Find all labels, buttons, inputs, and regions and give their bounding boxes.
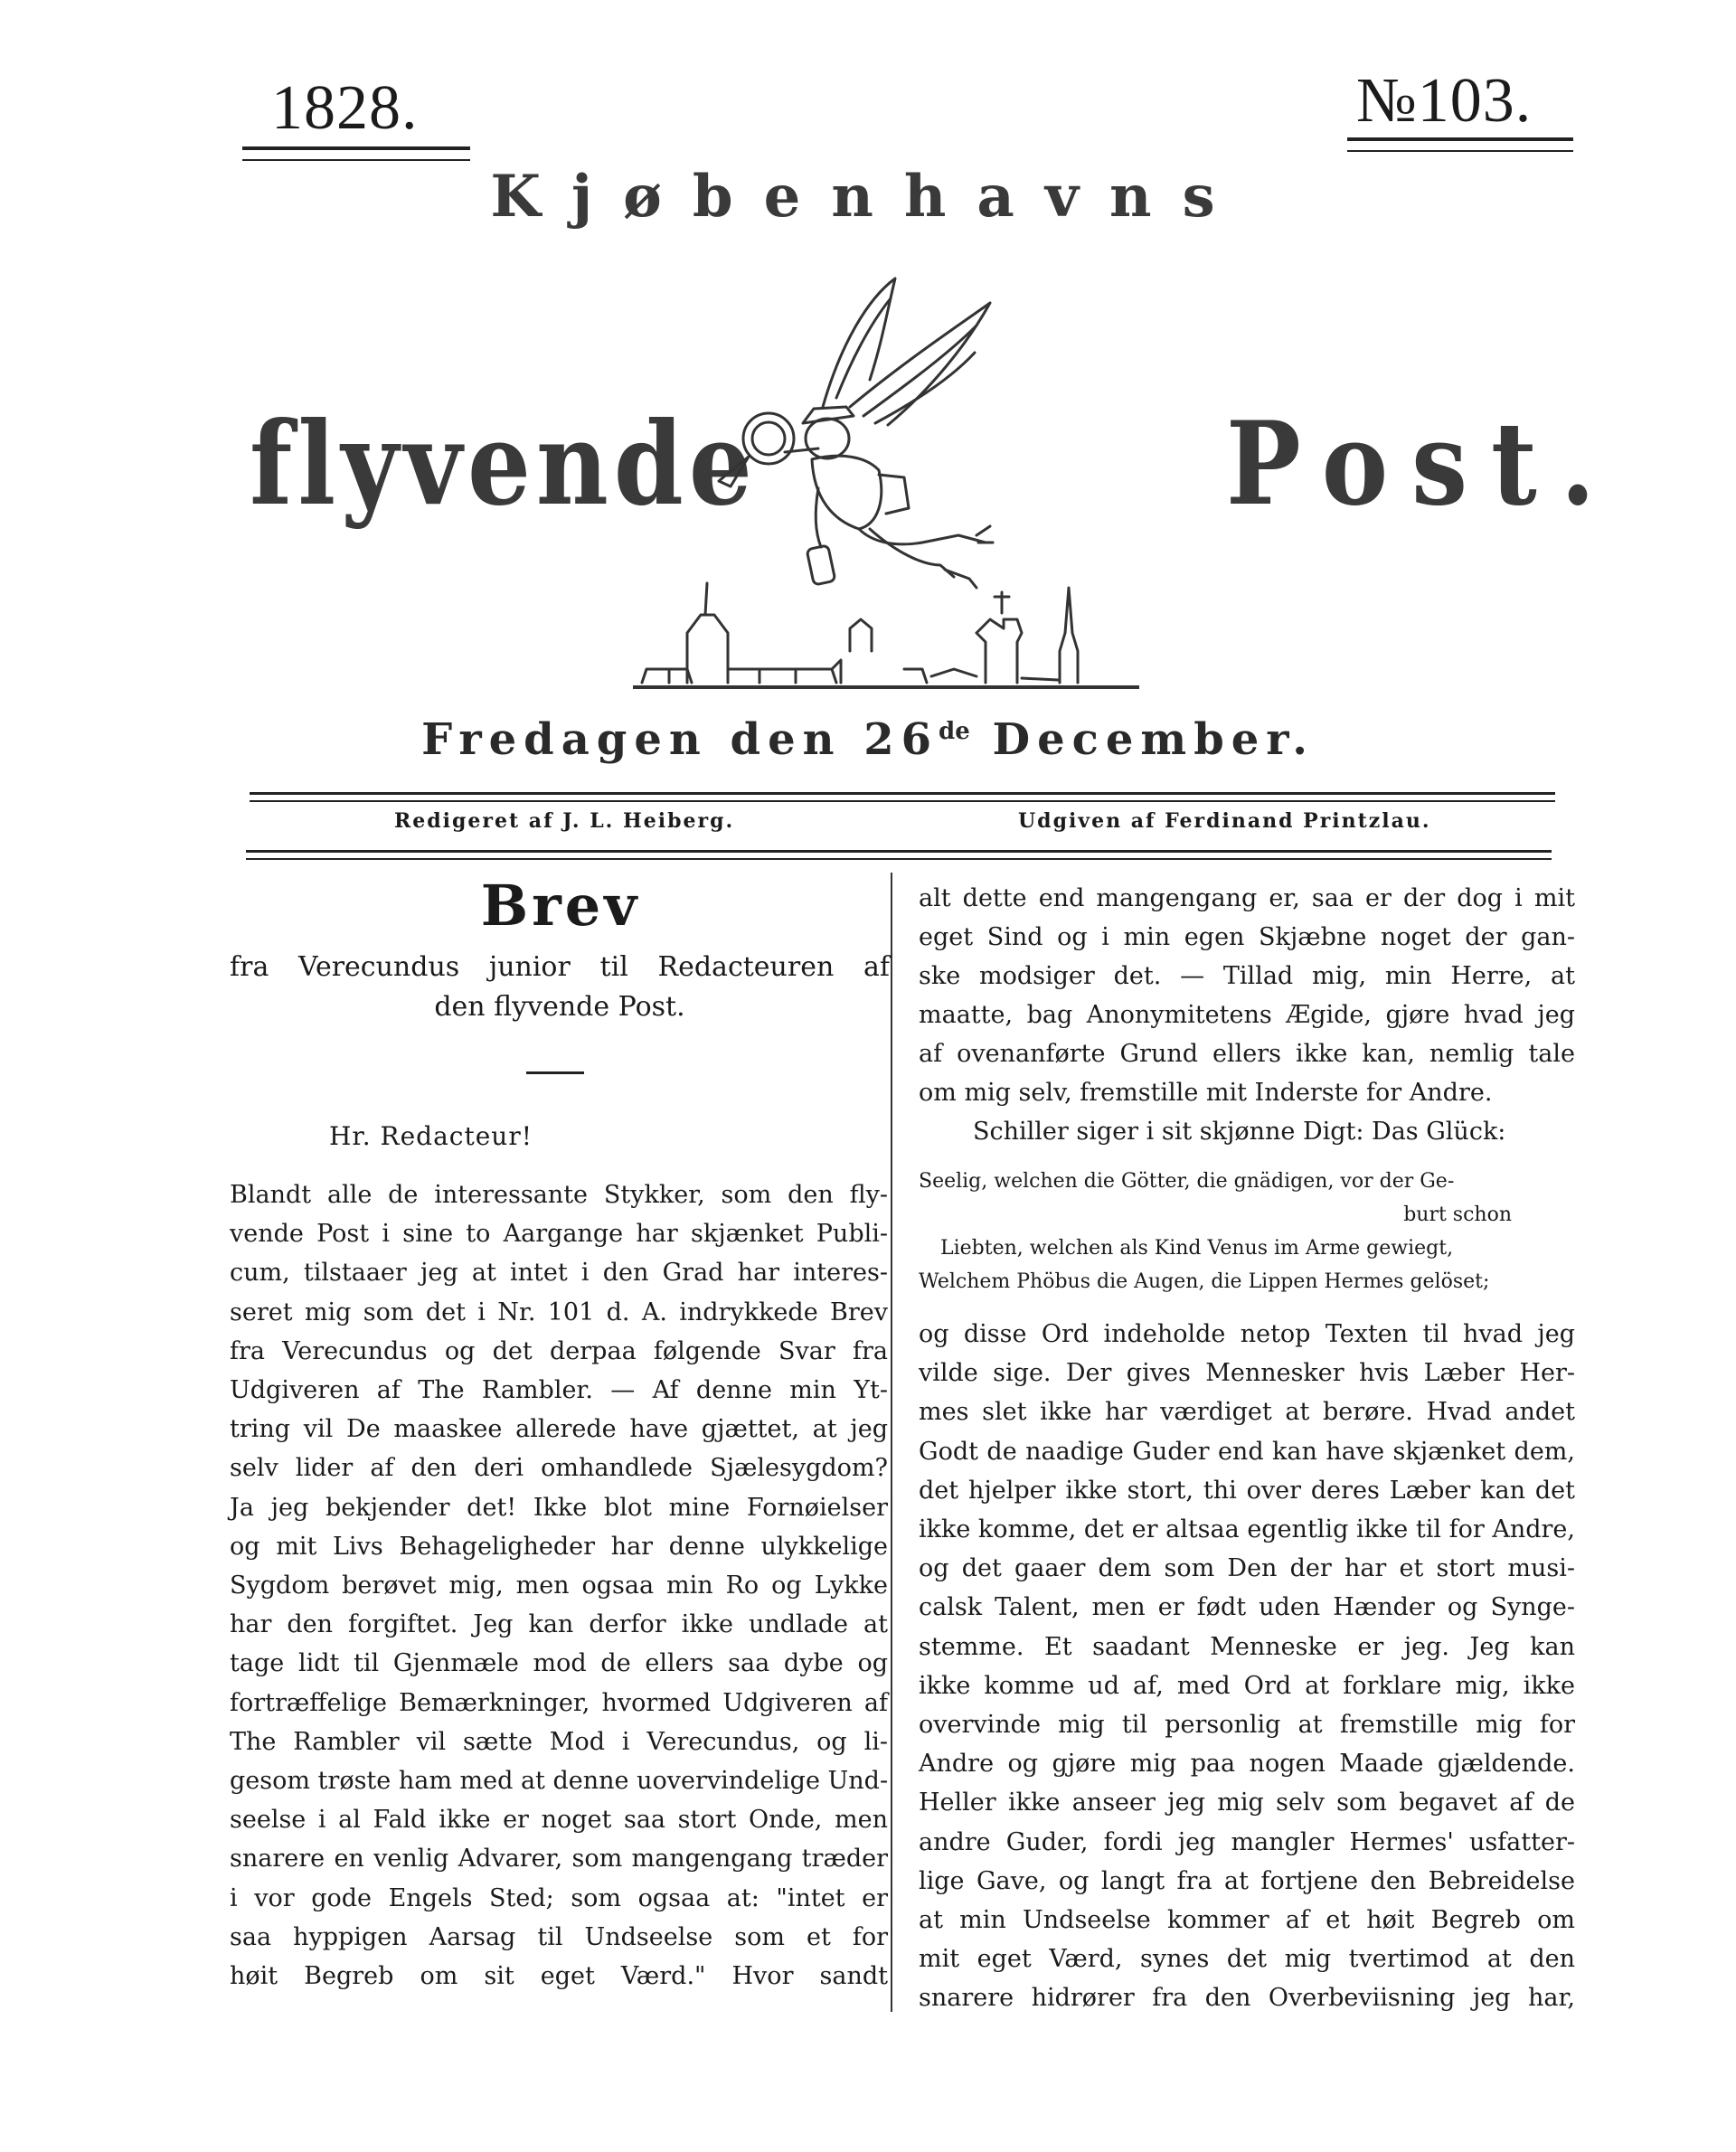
- text-line: cum, tilstaaer jeg at intet i den Grad har interes-: [230, 1259, 888, 1288]
- text-line: andre Guder, fordi jeg mangler Hermes' usfatter-: [919, 1827, 1575, 1856]
- text-line: Udgiveren af The Rambler. — Af denne min Yt-: [230, 1376, 888, 1405]
- text-line: snarere hidrører fra den Overbeviisning jeg har,: [919, 1984, 1575, 2013]
- text-line: lige Gave, og langt fra at fortjene den Bebreidelse: [919, 1866, 1575, 1895]
- column-divider: [891, 873, 892, 2012]
- text-line: har den forgiftet. Jeg kan derfor ikke undlade at: [230, 1610, 888, 1639]
- masthead-rule-bottom: [246, 850, 1552, 860]
- text-line: om mig selv, fremstille mit Inderste for Andre.: [919, 1079, 1493, 1107]
- text-line: tring vil De maaskee allerede have gjættet, at jeg: [230, 1415, 888, 1444]
- text-line: mit eget Værd, synes det mig tvertimod at den: [919, 1945, 1575, 1974]
- article-subtitle-line: fra Verecundus junior til Redacteuren af: [230, 951, 890, 983]
- article-title: Brev: [480, 873, 641, 939]
- text-line: Godt de naadige Guder end kan have skjænket dem,: [919, 1437, 1575, 1466]
- dateline-prefix: Fredagen den 26: [421, 714, 939, 765]
- right-column-text-top: [919, 879, 1575, 1151]
- text-line: calsk Talent, men er født uden Hænder og Synge-: [919, 1593, 1575, 1622]
- text-line: saa hyppigen Aarsag til Undseelse som et for: [230, 1922, 888, 1951]
- text-line: ske modsiger det. — Tillad mig, min Herre, at: [919, 962, 1575, 990]
- editor-credit: Redigeret af J. L. Heiberg.: [394, 809, 735, 833]
- publisher-credit: Udgiven af Ferdinand Printzlau.: [1018, 809, 1431, 833]
- text-line: mes slet ikke har værdiget at berøre. Hvad andet: [919, 1398, 1575, 1427]
- text-line: snarere en venlig Advarer, som mangengang træder: [230, 1845, 888, 1874]
- dateline-month: December.: [992, 714, 1315, 765]
- text-line: vende Post i sine to Aargange har skjænket Publi-: [230, 1220, 888, 1249]
- text-line: høit Begreb om sit eget Værd." Hvor sandt: [230, 1962, 888, 1991]
- schiller-poem-quote: [919, 1165, 1575, 1298]
- masthead-title-right-word: Post.: [1226, 396, 1619, 531]
- masthead-title-left-word: flyvende: [250, 396, 758, 531]
- text-line: fra Verecundus og det derpaa følgende Svar fra: [230, 1336, 888, 1365]
- text-line: tage lidt til Gjenmæle mod de ellers saa dybe og: [230, 1649, 888, 1678]
- text-line: overvinde mig til personlig at fremstille mig for: [919, 1711, 1575, 1740]
- poem-line: Liebten, welchen als Kind Venus im Arme gewiegt,: [940, 1237, 1454, 1260]
- text-line: Sygdom berøvet mig, men ogsaa min Ro og Lykke: [230, 1572, 888, 1600]
- masthead-title-line1: Kjøbenhavns: [490, 163, 1246, 231]
- text-line: seelse i al Fald ikke er noget saa stort Onde, men: [230, 1806, 888, 1835]
- text-line: The Rambler vil sætte Mod i Verecundus, og li-: [230, 1727, 888, 1756]
- left-column-text: [230, 1175, 888, 1996]
- text-line: Blandt alle de interessante Stykker, som den fly-: [230, 1181, 888, 1209]
- article-subtitle: [230, 948, 890, 1027]
- title-ornament-dash: [526, 1071, 584, 1074]
- article-subtitle-line: den flyvende Post.: [434, 991, 685, 1023]
- poem-line: burt schon: [1403, 1203, 1512, 1226]
- text-line: Schiller siger i sit skjønne Digt: Das Glück:: [973, 1118, 1506, 1146]
- text-line: i vor gode Engels Sted; som ogsaa at: "intet er: [230, 1883, 888, 1912]
- text-line: selv lider af den deri omhandlede Sjælesygdom?: [230, 1454, 888, 1483]
- text-line: alt dette end mangengang er, saa er der dog i mit: [919, 884, 1575, 912]
- text-line: fortræffelige Bemærkninger, hvormed Udgiveren af: [230, 1688, 888, 1717]
- text-line: stemme. Et saadant Menneske er jeg. Jeg kan: [919, 1632, 1575, 1661]
- salutation: Hr. Redacteur!: [329, 1121, 533, 1151]
- dateline-ordinal: de: [939, 718, 970, 745]
- text-line: og det gaaer dem som Den der har et stort musi-: [919, 1554, 1575, 1583]
- flying-herald-vignette: [633, 271, 1139, 714]
- year-underline: [242, 146, 470, 161]
- text-line: ikke komme ud af, med Ord at forklare mig, ikke: [919, 1671, 1575, 1700]
- poem-line: Welchem Phöbus die Augen, die Lippen Hermes gelöset;: [919, 1270, 1490, 1293]
- text-line: eget Sind og i min egen Skjæbne noget der gan-: [919, 923, 1575, 951]
- poem-line: Seelig, welchen die Götter, die gnädigen, vor der Ge-: [919, 1170, 1455, 1193]
- issue-year: 1828.: [271, 73, 419, 143]
- text-line: Heller ikke anseer jeg mig selv som begavet af de: [919, 1789, 1575, 1817]
- masthead-rule-top: [250, 792, 1555, 802]
- text-line: og mit Livs Behageligheder har denne ulykkelige: [230, 1532, 888, 1561]
- text-line: Andre og gjøre mig paa nogen Maade gjældende.: [919, 1750, 1575, 1779]
- text-line: at min Undseelse kommer af et høit Begreb om: [919, 1906, 1575, 1935]
- text-line: Ja jeg bekjender det! Ikke blot mine Fornøielser: [230, 1493, 888, 1522]
- number-underline: [1347, 137, 1573, 152]
- issue-number: №103.: [1356, 66, 1533, 136]
- text-line: maatte, bag Anonymitetens Ægide, gjøre hvad jeg: [919, 1001, 1575, 1029]
- text-line: ikke komme, det er altsaa egentlig ikke til for Andre,: [919, 1515, 1575, 1544]
- text-line: gesom trøste ham med at denne uovervindelige Und-: [230, 1767, 889, 1796]
- text-line: seret mig som det i Nr. 101 d. A. indrykkede Brev: [230, 1298, 888, 1326]
- right-column-text-bottom: [919, 1315, 1575, 2018]
- text-line: af ovenanførte Grund ellers ikke kan, nemlig tale: [919, 1040, 1575, 1068]
- text-line: og disse Ord indeholde netop Texten til hvad jeg: [919, 1320, 1575, 1348]
- text-line: det hjelper ikke stort, thi over deres Læber kan det: [919, 1476, 1575, 1505]
- dateline: [0, 714, 1736, 765]
- text-line: vilde sige. Der gives Mennesker hvis Læber Her-: [919, 1359, 1575, 1388]
